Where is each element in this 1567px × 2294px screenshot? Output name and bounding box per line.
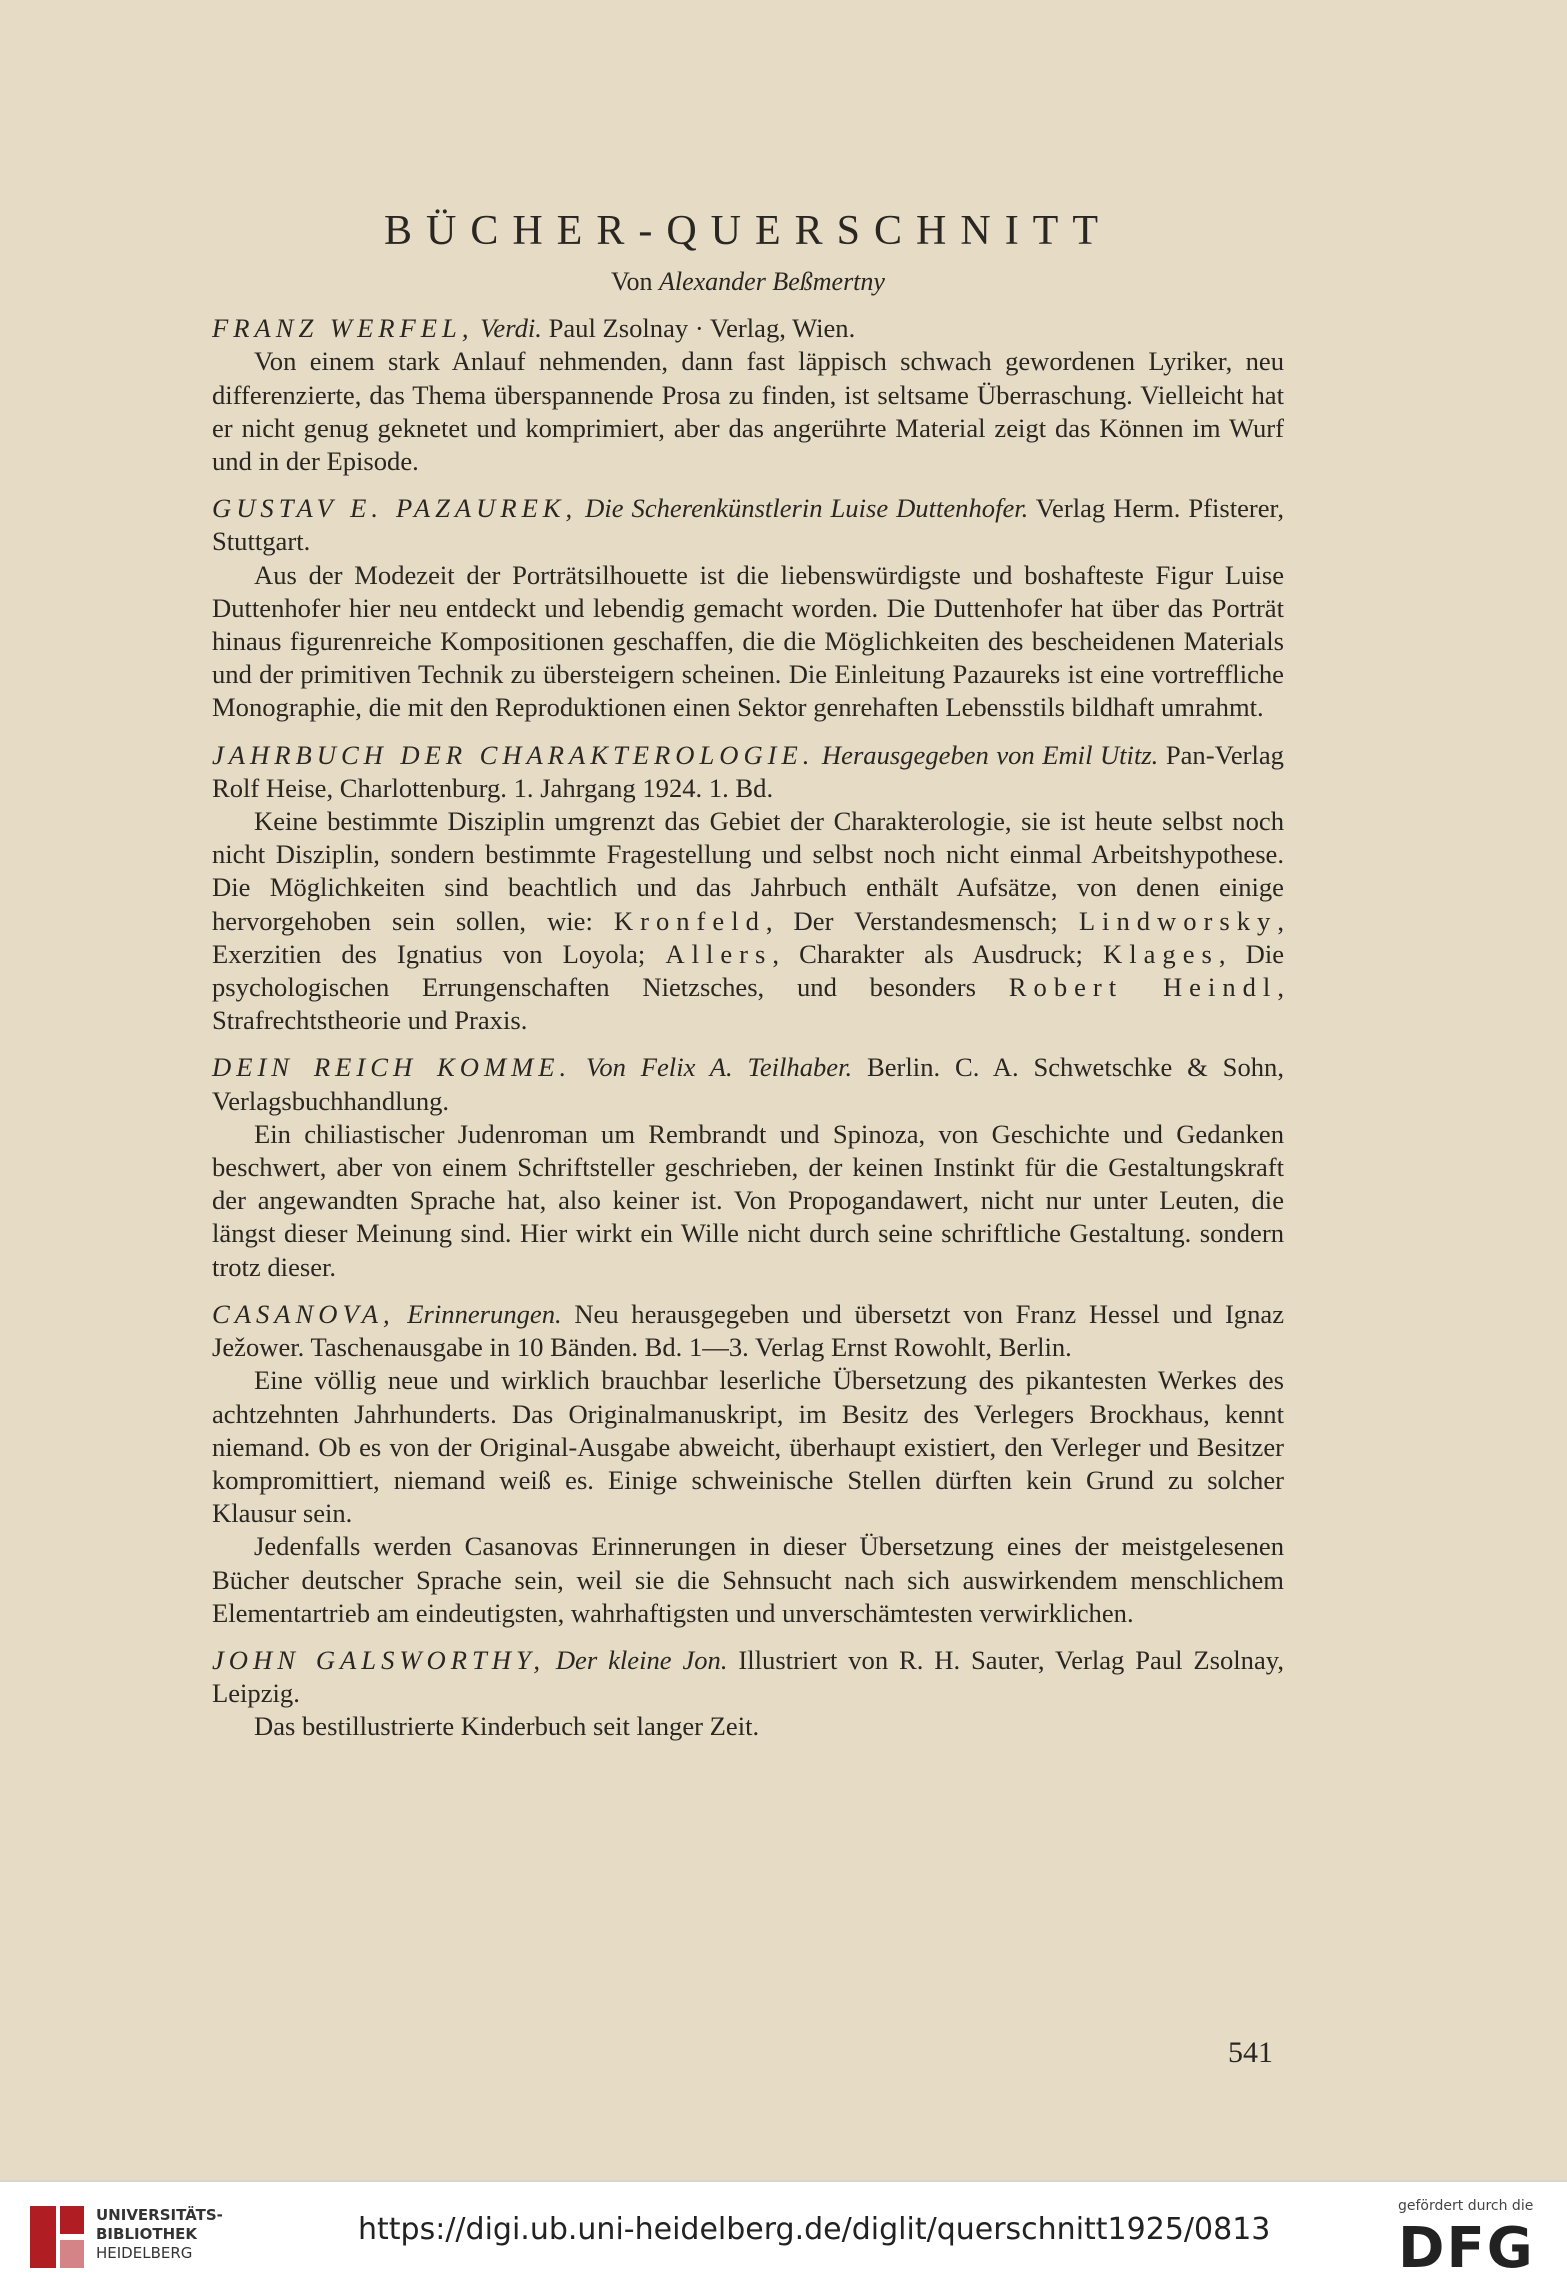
review-publisher: Illustriert von R. H. Sauter, Verlag Paul Zsolnay, Leipzig. [212, 1644, 1284, 1709]
review-author: JOHN GALSWORTHY, [212, 1644, 545, 1675]
review-author: FRANZ WERFEL, [212, 313, 474, 344]
review-author: GUSTAV E. PAZAUREK, [212, 493, 578, 524]
essay-author: Kronfeld [613, 905, 766, 936]
byline [212, 265, 1284, 298]
text-column [212, 205, 1284, 1758]
review-title: Erinnerungen. [394, 1298, 562, 1329]
body-text: , Exerzitien des Ignatius von Loyola; [212, 905, 1284, 969]
review-casanova [212, 1298, 1284, 1630]
review-publisher: Pan-Verlag Rolf Heise, Charlottenburg. 1. Jahrgang 1924. 1. Bd. [212, 739, 1284, 803]
body-text: , Charakter als Ausdruck; [772, 938, 1104, 969]
library-line: UNIVERSITÄTS- [96, 2206, 223, 2224]
review-author: JAHRBUCH DER CHARAKTEROLOGIE. [212, 739, 815, 770]
review-werfel [212, 312, 1284, 478]
review-paragraph: Von einem stark Anlauf nehmenden, dann fast läppisch schwach gewordenen Lyriker, neu differenzierte, das Thema überspannende Prosa zu finden, ist seltsame Überraschung. Vielleicht hat er nicht genug geknetet und komprimiert, aber das angerührte Material zeigt das Können im Wurf und in der Episode. [212, 346, 1284, 477]
page-title: BÜCHER-QUERSCHNITT [383, 208, 1112, 254]
permalink-url[interactable]: https://digi.ub.uni-heidelberg.de/diglit/querschnitt1925/0813 [358, 2212, 1271, 2247]
body-text: Keine bestimmte Disziplin umgrenzt das Gebiet der Charakterologie, sie ist heute selbst noch nicht Disziplin, sondern bestimmte Fragestellung und selbst noch nicht einmal Arbeitshypothese. Die Möglichkeiten sind beachtlich und das Jahrbuch enthält Aufsätze, von denen einige hervorgehoben sein sollen, wie: [212, 806, 1284, 936]
review-title: Die Scherenkünstlerin Luise Duttenhofer. [577, 493, 1029, 524]
body-text: , Die psychologischen Errungenschaften Nietzsches, und besonders [212, 938, 1285, 1003]
body-text: , Strafrechtstheorie und Praxis. [212, 972, 1284, 1036]
review-heading [212, 1298, 1284, 1364]
review-title: Der kleine Jon. [544, 1644, 728, 1675]
review-paragraph: Eine völlig neue und wirklich brauchbar leserliche Übersetzung des pikantesten Werkes des achtzehnten Jahrhunderts. Das Originalmanuskript, im Besitz des Verlegers Brockhaus, kennt niemand. Ob es von der Original-Ausgabe abweicht, überhaupt existiert, den Verleger und Besitzer kompromittiert, niemand weiß es. Einige schweinische Stellen dürften kein Grund zu solcher Klausur sein. [212, 1365, 1284, 1529]
page-number: 541 [1228, 2036, 1273, 2069]
review-paragraph: Das bestillustrierte Kinderbuch seit langer Zeit. [254, 1711, 760, 1742]
review-charakterologie [212, 739, 1284, 1038]
review-title: Herausgegeben von Emil Utitz. [814, 739, 1159, 770]
review-heading [212, 1051, 1284, 1117]
review-paragraph: Ein chiliastischer Judenroman um Rembrandt und Spinoza, von Geschichte und Gedanken beschwert, aber von einem Schriftsteller geschrieben, der keinen Instinkt für die Gestaltungskraft der angewandten Sprache hat, also keiner ist. Von Propogandawert, nicht nur unter Leuten, die längst dieser Meinung sind. Hier wirkt ein Wille nicht durch seine schriftliche Gestaltung. sondern trotz dieser. [212, 1118, 1284, 1282]
review-galsworthy [212, 1644, 1284, 1744]
review-author: DEIN REICH KOMME. [212, 1052, 572, 1083]
review-heading [212, 492, 1284, 558]
funding-note: gefördert durch die [1398, 2198, 1534, 2214]
review-paragraph [212, 805, 1284, 1037]
byline-author: Alexander Beßmertny [658, 267, 885, 296]
review-heading [212, 739, 1284, 805]
review-dein-reich [212, 1051, 1284, 1283]
review-title: Verdi. [473, 313, 542, 344]
essay-author: Lindworsky [1078, 905, 1278, 936]
library-line: HEIDELBERG [96, 2244, 193, 2262]
review-title: Von Felix A. Teilhaber. [571, 1052, 853, 1083]
essay-author: Robert Heindl [1008, 972, 1278, 1003]
review-publisher: Neu herausgegeben und übersetzt von Franz Hessel und Ignaz Ježower. Taschenausgabe in 10 Bänden. Bd. 1—3. Verlag Ernst Rowohlt, Berlin. [212, 1298, 1284, 1363]
review-pazaurek [212, 492, 1284, 724]
review-publisher: Berlin. C. A. Schwetschke & Sohn, Verlagsbuchhandlung. [212, 1052, 1284, 1116]
essay-author: Klages [1103, 938, 1219, 969]
library-line: BIBLIOTHEK [96, 2225, 197, 2243]
review-paragraph: Aus der Modezeit der Porträtsilhouette ist die liebenswürdigste und boshafteste Figur Luise Duttenhofer hier neu entdeckt und lebendig gemacht worden. Die Duttenhofer hat über das Porträt hinaus figurenreiche Kompositionen geschaffen, die die Möglichkeiten des bescheidenen Materials und der primitiven Technik zu übersteigern scheinen. Die Einleitung Pazaureks ist eine vortreffliche Monographie, die mit den Reproduktionen einen Sektor genrehaften Lebensstils bildhaft umrahmt. [212, 559, 1284, 723]
byline-prefix: Von [611, 267, 653, 296]
library-name [96, 2206, 223, 2263]
essay-author: Allers [665, 938, 773, 969]
review-heading [212, 312, 1284, 345]
review-paragraph: Jedenfalls werden Casanovas Erinnerungen in dieser Übersetzung eines der meistgelesenen Bücher deutscher Sprache sein, weil sie die Sehnsucht nach sich auswirkendem menschlichem Elementartrieb am eindeutigsten, wahrhaftigsten und unverschämtesten verwirklichen. [212, 1531, 1284, 1628]
dfg-logo[interactable]: DFG [1398, 2216, 1535, 2281]
review-publisher: Verlag Herm. Pfisterer, Stuttgart. [212, 493, 1284, 557]
review-heading [212, 1644, 1284, 1710]
body-text: , Der Verstandesmensch; [765, 905, 1079, 936]
review-author: CASANOVA, [212, 1298, 395, 1329]
review-publisher: Paul Zsolnay · Verlag, Wien. [541, 313, 856, 344]
footer-bar [0, 2180, 1567, 2294]
ub-heidelberg-logo-icon[interactable] [28, 2204, 86, 2270]
